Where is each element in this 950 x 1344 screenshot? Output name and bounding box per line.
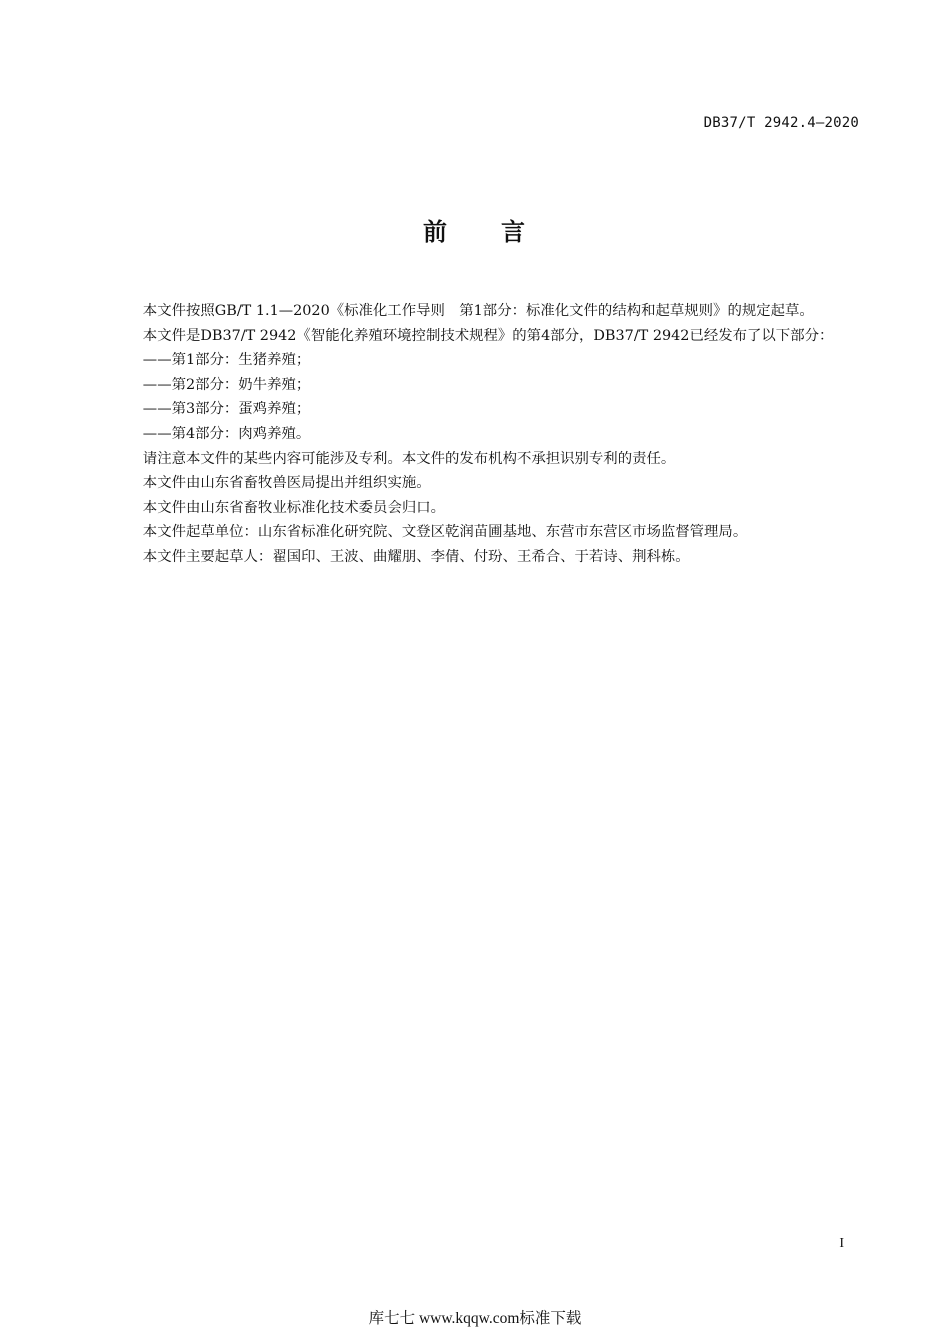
list-item-part-1: ——第1部分：生猪养殖；	[142, 352, 311, 369]
paragraph-series-intro: 本文件是DB37/T 2942《智能化养殖环境控制技术规程》的第4部分，DB37/T 2942已经发布了以下部分：	[142, 327, 834, 344]
list-item-part-2: ——第2部分：奶牛养殖；	[142, 376, 311, 393]
page-title	[0, 212, 950, 247]
paragraph-patent-notice: 请注意本文件的某些内容可能涉及专利。本文件的发布机构不承担识别专利的责任。	[142, 450, 676, 467]
page-number: I	[839, 1236, 844, 1251]
list-item-part-3: ——第3部分：蛋鸡养殖；	[142, 401, 311, 418]
title-char-2: 言	[501, 218, 527, 246]
paragraph-drafting-basis: 本文件按照GB/T 1.1—2020《标准化工作导则 第1部分：标准化文件的结构和起草规则》的规定起草。	[142, 303, 814, 319]
list-item-part-4: ——第4部分：肉鸡养殖。	[142, 425, 311, 442]
footer-watermark: 库七七 www.kqqw.com标准下载	[368, 1310, 582, 1327]
title-char-1: 前	[423, 218, 449, 246]
paragraph-drafters: 本文件主要起草人：翟国印、王波、曲耀朋、李倩、付玢、王希合、于若诗、荆科栋。	[142, 548, 690, 565]
paragraph-proposer: 本文件由山东省畜牧兽医局提出并组织实施。	[142, 475, 431, 492]
paragraph-drafting-units: 本文件起草单位：山东省标准化研究院、文登区乾润苗圃基地、东营市东营区市场监督管理局。	[142, 524, 748, 541]
document-code: DB37/T 2942.4—2020	[703, 115, 859, 131]
foreword-body	[114, 299, 860, 570]
paragraph-committee: 本文件由山东省畜牧业标准化技术委员会归口。	[142, 499, 446, 516]
